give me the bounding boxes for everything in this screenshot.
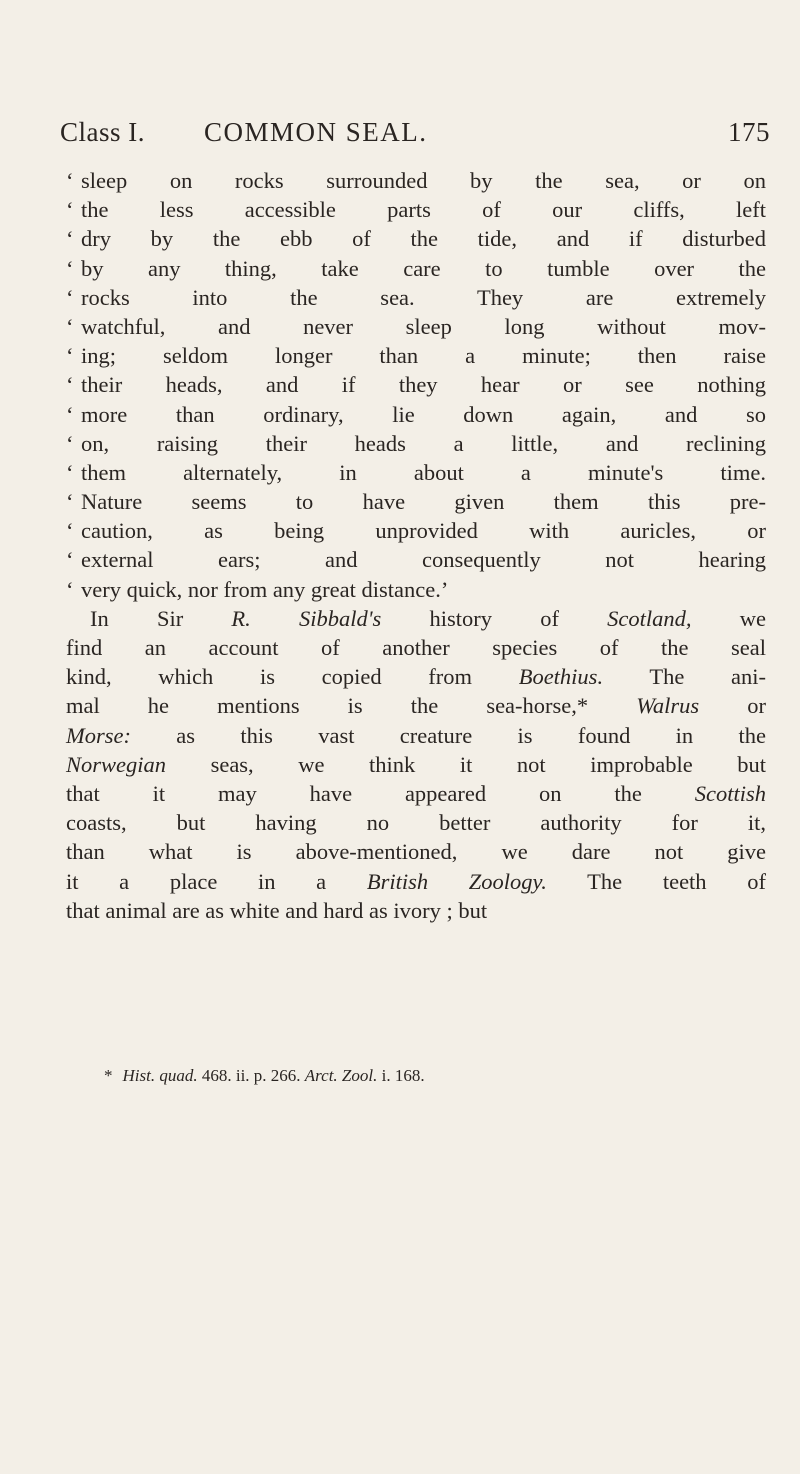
text-run: seas, we think it not improbable but	[166, 751, 766, 777]
text-run: caution, as being unprovided with auricles, or	[81, 518, 766, 544]
text-run: ing; seldom longer than a minute; then raise	[81, 343, 766, 369]
text-run: we	[691, 605, 766, 631]
text-line	[66, 429, 766, 458]
text-run: The ani-	[603, 664, 766, 690]
text-line	[66, 721, 766, 750]
page-number: 175	[728, 117, 770, 147]
text-line	[66, 370, 766, 399]
footnote-mark: *	[104, 1066, 113, 1085]
text-line	[66, 691, 766, 720]
text-run: find an account of another species of the seal	[66, 635, 766, 660]
body-text	[66, 166, 766, 925]
page-title: COMMON SEAL.	[204, 117, 428, 147]
text-run: sleep on rocks surrounded by the sea, or on	[81, 168, 766, 193]
text-line	[66, 808, 766, 837]
text-line	[66, 195, 766, 224]
text-run: The teeth of	[546, 868, 766, 894]
footnote-italic: Hist. quad.	[122, 1066, 198, 1085]
text-line	[66, 516, 766, 545]
quote-mark: ‘	[66, 226, 74, 252]
italic-text: Boethius.	[518, 664, 604, 690]
italic-text: British Zoology.	[366, 868, 547, 894]
quote-mark: ‘	[66, 430, 74, 456]
text-run: than what is above-mentioned, we dare not give	[66, 839, 766, 865]
text-line	[66, 575, 766, 604]
text-run: their heads, and if they hear or see nothing	[81, 372, 766, 398]
italic-text: Norwegian	[66, 751, 167, 777]
text-line	[66, 487, 766, 516]
text-run: In Sir	[90, 605, 232, 631]
text-line	[66, 341, 766, 370]
italic-text: Walrus	[636, 693, 700, 719]
quote-mark: ‘	[66, 547, 74, 573]
text-run: on, raising their heads a little, and reclining	[81, 430, 766, 456]
italic-text: Scotland,	[607, 605, 692, 631]
text-line	[66, 779, 766, 808]
italic-text: Scottish	[694, 780, 766, 806]
italic-text: Morse:	[66, 722, 131, 748]
footnote-italic: Arct. Zool.	[304, 1066, 378, 1085]
text-line	[66, 867, 766, 896]
text-line	[66, 224, 766, 253]
text-run: watchful, and never sleep long without mov-	[81, 313, 766, 339]
text-line	[66, 662, 766, 691]
text-line	[66, 750, 766, 779]
quote-mark: ‘	[66, 255, 74, 281]
text-line	[66, 400, 766, 429]
text-line	[66, 312, 766, 341]
text-run: them alternately, in about a minute's time.	[81, 459, 766, 485]
text-line	[66, 604, 766, 633]
text-line	[66, 254, 766, 283]
quote-mark: ‘	[66, 168, 74, 193]
text-line	[66, 633, 766, 662]
footnote-text: i. 168.	[377, 1066, 425, 1085]
text-run: history of	[381, 605, 608, 631]
text-run: it a place in a	[66, 868, 367, 894]
text-line	[66, 166, 766, 195]
quote-mark: ‘	[66, 459, 74, 485]
text-line	[66, 896, 766, 925]
footnote	[104, 1066, 664, 1086]
text-line	[66, 837, 766, 866]
text-run: mal he mentions is the sea-horse,*	[66, 693, 637, 719]
text-run: or	[699, 693, 766, 719]
text-run: by any thing, take care to tumble over the	[81, 255, 766, 281]
text-line	[66, 458, 766, 487]
quote-mark: ‘	[66, 576, 74, 602]
quote-mark: ‘	[66, 197, 74, 223]
text-run: the less accessible parts of our cliffs, left	[81, 197, 766, 223]
text-run: dry by the ebb of the tide, and if disturbed	[81, 226, 766, 252]
running-head	[60, 117, 770, 157]
text-run: external ears; and consequently not hearing	[81, 547, 766, 573]
quote-mark: ‘	[66, 372, 74, 398]
text-run: that it may have appeared on the	[66, 780, 695, 806]
text-run: kind, which is copied from	[66, 664, 519, 690]
text-run: very quick, nor from any great distance.’	[81, 576, 449, 602]
text-run: more than ordinary, lie down again, and so	[81, 401, 766, 427]
text-run: Nature seems to have given them this pre-	[81, 489, 766, 515]
text-run: as this vast creature is found in the	[130, 722, 766, 748]
class-label: Class I.	[60, 117, 145, 147]
text-run: that animal are as white and hard as ivory ; but	[66, 897, 488, 923]
footnote-text: 468. ii. p. 266.	[197, 1066, 305, 1085]
italic-text: R. Sibbald's	[231, 605, 382, 631]
quote-mark: ‘	[66, 343, 74, 369]
quote-mark: ‘	[66, 489, 74, 515]
text-run: rocks into the sea. They are extremely	[81, 284, 766, 310]
text-run: coasts, but having no better authority for it,	[66, 810, 766, 836]
text-line	[66, 545, 766, 574]
quote-mark: ‘	[66, 518, 74, 544]
quote-mark: ‘	[66, 284, 74, 310]
quote-mark: ‘	[66, 313, 74, 339]
quote-mark: ‘	[66, 401, 74, 427]
text-line	[66, 283, 766, 312]
